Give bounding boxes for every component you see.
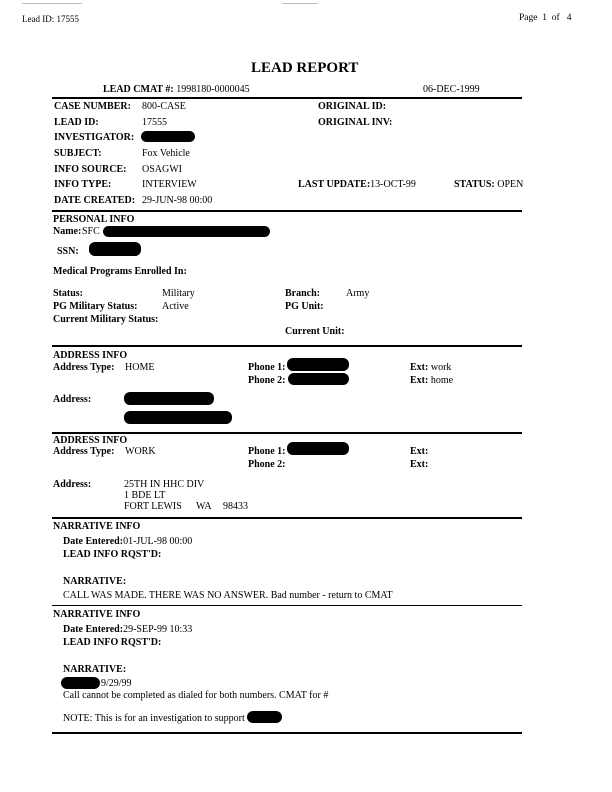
ext-label: Ext: (410, 446, 429, 457)
last-update-label: LAST UPDATE: (298, 179, 371, 190)
scan-artifact (282, 3, 318, 4)
ssn-label: SSN: (57, 246, 79, 257)
cmat-label: LEAD CMAT #: (103, 84, 174, 95)
date-created-label: DATE CREATED: (54, 195, 136, 206)
medical-programs-label: Medical Programs Enrolled In: (53, 266, 187, 277)
pg-military-status-label: PG Military Status: (53, 301, 138, 312)
header-lead-id: Lead ID: 17555 (22, 14, 79, 24)
section-divider (52, 345, 522, 347)
address-type-label: Address Type: (53, 446, 115, 457)
current-unit-label: Current Unit: (285, 326, 345, 337)
address-type-label: Address Type: (53, 362, 115, 373)
subject-label: SUBJECT: (54, 148, 102, 159)
phone1-label: Phone 1: (248, 446, 286, 457)
date-entered-label: Date Entered: (63, 536, 124, 547)
of-label: of (551, 13, 560, 23)
narrative-info-heading: NARRATIVE INFO (53, 609, 141, 620)
case-number-value: 800-CASE (142, 101, 186, 112)
section-divider (52, 432, 522, 434)
pg-military-status-value: Active (162, 301, 189, 312)
address-zip: 98433 (223, 501, 248, 512)
date-created-value: 29-JUN-98 00:00 (142, 195, 213, 206)
address-type-value: HOME (125, 362, 155, 373)
report-date: 06-DEC-1999 (423, 84, 480, 95)
cmat-line (103, 84, 250, 95)
investigator-label: INVESTIGATOR: (54, 132, 135, 143)
branch-value: Army (346, 288, 370, 299)
date-entered (63, 624, 192, 635)
page-number: 1 (542, 13, 547, 23)
lead-info-rqstd-label: LEAD INFO RQST'D: (63, 637, 162, 648)
address-label: Address: (53, 394, 92, 405)
original-id-label: ORIGINAL ID: (318, 101, 387, 112)
redaction-phone1 (287, 358, 349, 371)
last-update (298, 179, 416, 190)
narrative-label: NARRATIVE: (63, 576, 127, 587)
redaction-investigator (141, 131, 195, 142)
narrative-label: NARRATIVE: (63, 664, 127, 675)
scan-artifact (22, 3, 82, 4)
address-state: WA (196, 501, 212, 512)
current-military-status-label: Current Military Status: (53, 314, 159, 325)
status-label-personal: Status: (53, 288, 84, 299)
address-line1: 25TH IN HHC DIV (124, 479, 205, 490)
redaction-name (103, 226, 270, 237)
date-entered-label: Date Entered: (63, 624, 124, 635)
lead-id-label: LEAD ID: (54, 117, 99, 128)
subject-value: Fox Vehicle (142, 148, 190, 159)
section-divider (52, 210, 522, 212)
page-label: Page (519, 13, 538, 23)
narrative-note: NOTE: This is for an investigation to support (63, 713, 245, 724)
section-divider (52, 605, 522, 606)
last-update-value: 13-OCT-99 (370, 179, 416, 190)
status (454, 179, 523, 190)
page-total: 4 (566, 13, 572, 23)
redaction-address-line1 (124, 392, 214, 405)
address-info-heading: ADDRESS INFO (53, 435, 128, 446)
redaction-note (247, 711, 282, 723)
pg-unit-label: PG Unit: (285, 301, 324, 312)
redaction-ssn (89, 242, 141, 256)
cmat-value: 1998180-0000045 (176, 84, 250, 95)
ext2-value: home (430, 375, 454, 386)
name-label: Name: (53, 226, 82, 237)
redaction-phone2 (288, 373, 349, 385)
narrative-text: Call cannot be completed as dialed for both numbers. CMAT for # (63, 690, 329, 701)
address-city: FORT LEWIS (124, 501, 182, 512)
ext1 (410, 362, 451, 373)
original-inv-label: ORIGINAL INV: (318, 117, 393, 128)
status-value-personal: Military (162, 288, 195, 299)
info-source-label: INFO SOURCE: (54, 164, 127, 175)
phone1-label: Phone 1: (248, 362, 286, 373)
ext-label: Ext: (410, 375, 429, 386)
ext-label: Ext: (410, 362, 429, 373)
redaction-narrative-name (61, 677, 100, 689)
section-divider (52, 97, 522, 99)
narrative-info-heading: NARRATIVE INFO (53, 521, 141, 532)
status-label: STATUS: (454, 179, 495, 190)
case-number-label: CASE NUMBER: (54, 101, 131, 112)
ext-label: Ext: (410, 459, 429, 470)
date-entered (63, 536, 192, 547)
name-prefix: SFC (82, 226, 100, 237)
redaction-phone1 (287, 442, 349, 455)
page-indicator (519, 13, 572, 23)
phone2-label: Phone 2: (248, 459, 286, 470)
address-label: Address: (53, 479, 92, 490)
section-divider (52, 732, 522, 734)
branch-label: Branch: (285, 288, 320, 299)
phone2-label: Phone 2: (248, 375, 286, 386)
ext2 (410, 375, 453, 386)
redaction-address-line2 (124, 411, 232, 424)
date-entered-value: 01-JUL-98 00:00 (123, 536, 193, 547)
narrative-text: CALL WAS MADE. THERE WAS NO ANSWER. Bad number - return to CMAT (63, 590, 393, 601)
lead-info-rqstd-label: LEAD INFO RQST'D: (63, 549, 162, 560)
narrative-date-line: 9/29/99 (101, 678, 132, 689)
address-info-heading: ADDRESS INFO (53, 350, 128, 361)
status-value: OPEN (497, 179, 524, 190)
info-type-label: INFO TYPE: (54, 179, 112, 190)
address-line2: 1 BDE LT (124, 490, 166, 501)
ext1-value: work (430, 362, 452, 373)
address-type-value: WORK (125, 446, 156, 457)
page-title: LEAD REPORT (251, 60, 359, 76)
date-entered-value: 29-SEP-99 10:33 (123, 624, 193, 635)
personal-info-heading: PERSONAL INFO (53, 214, 135, 225)
section-divider (52, 517, 522, 519)
info-type-value: INTERVIEW (142, 179, 197, 190)
lead-id-value: 17555 (142, 117, 167, 128)
info-source-value: OSAGWI (142, 164, 182, 175)
